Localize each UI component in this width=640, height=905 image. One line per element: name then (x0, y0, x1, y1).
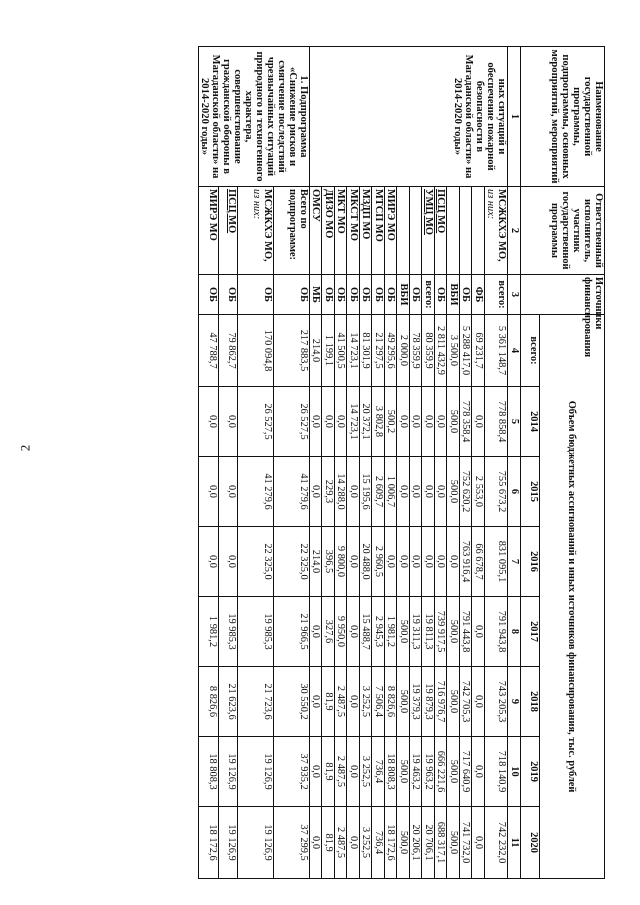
amount-cell: 26 527,5 (238, 387, 274, 457)
source-cell: ОБ (460, 275, 473, 315)
amount-cell: 0,0 (310, 667, 323, 737)
amount-cell: 742 705,3 (460, 667, 473, 737)
responsible-cell (472, 187, 485, 275)
amount-cell: 0,0 (347, 667, 360, 737)
responsible-name: МТСП МО (373, 189, 384, 242)
responsible-cell (460, 187, 473, 275)
responsible-name: УМЦ МО (423, 189, 434, 236)
responsible-subnote: из них: (251, 189, 263, 220)
amount-cell: 19 311,3 (410, 597, 423, 667)
amount-cell: 80 359,9 (422, 315, 435, 387)
amount-cell: 500,0 (447, 737, 460, 807)
amount-cell: 37 935,2 (274, 737, 310, 807)
amount-cell: 0,0 (422, 527, 435, 597)
responsible-cell (274, 187, 310, 275)
column-index-4: 4 (508, 315, 521, 387)
amount-cell: 8 826,6 (199, 667, 219, 737)
amount-cell: 0,0 (199, 527, 219, 597)
responsible-cell (218, 187, 238, 275)
source-cell: всего: (422, 275, 435, 315)
amount-cell: 0,0 (410, 457, 423, 527)
amount-cell: 0,0 (347, 597, 360, 667)
header-year-2018: 2018 (521, 667, 540, 737)
source-cell: всего: (485, 275, 508, 315)
amount-cell: 741 732,0 (460, 807, 473, 879)
source-cell: ОБ (347, 275, 360, 315)
amount-cell: 0,0 (218, 387, 238, 457)
header-year-2014: 2014 (521, 387, 540, 457)
amount-cell: 0,0 (410, 527, 423, 597)
responsible-cell (385, 187, 398, 275)
amount-cell: 500,0 (447, 807, 460, 879)
source-cell: ОБ (238, 275, 274, 315)
source-cell: ОБ (360, 275, 373, 315)
amount-cell: 8 826,6 (385, 667, 398, 737)
source-cell: ВБИ (397, 275, 410, 315)
header-year-2020: 2020 (521, 807, 540, 879)
rotated-table-container (45, 46, 605, 878)
amount-cell: 81,9 (322, 667, 335, 737)
amount-cell: 0,0 (199, 457, 219, 527)
amount-cell: 19 379,3 (410, 667, 423, 737)
source-cell: ОБ (322, 275, 335, 315)
responsible-cell (485, 187, 508, 275)
column-index-2: 2 (508, 187, 521, 275)
amount-cell: 19 126,9 (238, 807, 274, 879)
amount-cell: 0,0 (472, 667, 485, 737)
responsible-name: МИРЭ МО (385, 189, 397, 241)
amount-cell: 743 205,3 (485, 667, 508, 737)
amount-cell: 0,0 (410, 387, 423, 457)
header-responsible: Ответственный исполнитель, участник государственной программы (521, 187, 605, 275)
responsible-cell (310, 187, 323, 275)
amount-cell: 1 199,1 (322, 315, 335, 387)
source-cell: ОБ (218, 275, 238, 315)
amount-cell: 500,0 (397, 807, 410, 879)
amount-cell: 327,6 (322, 597, 335, 667)
amount-cell: 5 288 417,0 (460, 315, 473, 387)
column-index-10: 10 (508, 737, 521, 807)
amount-cell: 37 299,5 (274, 807, 310, 879)
responsible-name: МСЖКХЭ МО, (496, 189, 507, 262)
amount-cell: 0,0 (422, 387, 435, 457)
amount-cell: 0,0 (310, 597, 323, 667)
responsible-name: ДИЗО МО (323, 189, 334, 239)
amount-cell: 2 487,5 (335, 667, 348, 737)
amount-cell: 18 808,3 (385, 737, 398, 807)
column-index-row (508, 47, 521, 879)
amount-cell: 752 620,2 (460, 457, 473, 527)
amount-cell: 742 232,0 (485, 807, 508, 879)
amount-cell: 0,0 (447, 527, 460, 597)
source-cell: ОБ (199, 275, 219, 315)
amount-cell: 170 094,8 (238, 315, 274, 387)
amount-cell: 22 325,0 (274, 527, 310, 597)
amount-cell: 81,9 (322, 807, 335, 879)
amount-cell: 18 808,3 (199, 737, 219, 807)
responsible-cell (422, 187, 435, 275)
amount-cell: 79 862,7 (218, 315, 238, 387)
amount-cell: 0,0 (397, 457, 410, 527)
table-body (199, 47, 508, 879)
amount-cell: 41 279,6 (238, 457, 274, 527)
column-index-1: 1 (508, 47, 521, 187)
amount-cell: 0,0 (347, 457, 360, 527)
amount-cell: 18 172,6 (385, 807, 398, 879)
amount-cell: 3 802,8 (372, 387, 385, 457)
amount-cell: 3 252,5 (360, 737, 373, 807)
amount-cell: 30 550,2 (274, 667, 310, 737)
responsible-name: ПСЦ МО (435, 189, 447, 234)
amount-cell: 778 358,4 (460, 387, 473, 457)
amount-cell: 500,0 (397, 597, 410, 667)
amount-cell: 0,0 (422, 457, 435, 527)
responsible-cell (238, 187, 274, 275)
amount-cell: 0,0 (435, 457, 448, 527)
amount-cell: 2 811 432,9 (435, 315, 448, 387)
header-year-2017: 2017 (521, 597, 540, 667)
amount-cell: 0,0 (335, 387, 348, 457)
amount-cell: 20 206,1 (410, 807, 423, 879)
amount-cell: 22 325,0 (238, 527, 274, 597)
header-total: всего: (521, 315, 540, 387)
amount-cell: 9 950,0 (335, 597, 348, 667)
amount-cell: 5 361 148,7 (485, 315, 508, 387)
amount-cell: 0,0 (218, 457, 238, 527)
amount-cell: 688 317,1 (435, 807, 448, 879)
amount-cell: 19 985,3 (238, 597, 274, 667)
amount-cell: 0,0 (435, 527, 448, 597)
source-cell: ОБ (410, 275, 423, 315)
source-cell: ОБ (435, 275, 448, 315)
amount-cell: 66 678,7 (472, 527, 485, 597)
amount-cell: 831 095,1 (485, 527, 508, 597)
amount-cell: 41 279,6 (274, 457, 310, 527)
header-year-2019: 2019 (521, 737, 540, 807)
source-cell: ОБ (335, 275, 348, 315)
responsible-cell (410, 187, 423, 275)
amount-cell: 736,4 (372, 737, 385, 807)
amount-cell: 500,0 (447, 457, 460, 527)
amount-cell: 0,0 (347, 807, 360, 879)
amount-cell: 500,0 (447, 597, 460, 667)
amount-cell: 19 985,3 (218, 597, 238, 667)
column-index-8: 8 (508, 597, 521, 667)
amount-cell: 1 981,2 (199, 597, 219, 667)
amount-cell: 500,0 (397, 737, 410, 807)
funding-table (198, 46, 605, 879)
responsible-name: Всего по подпрограмме: (287, 189, 309, 261)
responsible-cell (347, 187, 360, 275)
table-row (485, 47, 508, 879)
amount-cell: 81,9 (322, 737, 335, 807)
header-source: Источники финансирования (521, 275, 605, 315)
amount-cell: 0,0 (435, 387, 448, 457)
amount-cell: 49 295,6 (385, 315, 398, 387)
source-cell: ФБ (472, 275, 485, 315)
amount-cell: 19 811,3 (422, 597, 435, 667)
amount-cell: 778 858,4 (485, 387, 508, 457)
column-index-6: 6 (508, 457, 521, 527)
responsible-cell (335, 187, 348, 275)
responsible-name: МИРЭ МО (206, 189, 218, 241)
responsible-name: МСЖКХЭ МО, (262, 189, 274, 262)
amount-cell: 718 140,9 (485, 737, 508, 807)
amount-cell: 21 723,6 (238, 667, 274, 737)
amount-cell: 18 172,6 (199, 807, 219, 879)
amount-cell: 0,0 (199, 387, 219, 457)
source-cell: МБ (310, 275, 323, 315)
amount-cell: 500,0 (397, 667, 410, 737)
amount-cell: 0,0 (310, 457, 323, 527)
amount-cell: 0,0 (322, 387, 335, 457)
source-cell: ВБИ (447, 275, 460, 315)
amount-cell: 9 800,0 (335, 527, 348, 597)
amount-cell: 755 673,2 (485, 457, 508, 527)
responsible-name: МЗДП МО (360, 189, 372, 240)
amount-cell: 19 879,3 (422, 667, 435, 737)
amount-cell: 19 463,2 (410, 737, 423, 807)
responsible-name: МКСТ МО (348, 189, 359, 242)
amount-cell: 0,0 (385, 527, 398, 597)
header-year-2016: 2016 (521, 527, 540, 597)
amount-cell: 2 487,5 (335, 737, 348, 807)
amount-cell: 739 917,5 (435, 597, 448, 667)
amount-cell: 1 006,7 (385, 457, 398, 527)
amount-cell: 666 221,6 (435, 737, 448, 807)
amount-cell: 214,0 (310, 527, 323, 597)
amount-cell: 0,0 (218, 527, 238, 597)
amount-cell: 20 488,0 (360, 527, 373, 597)
amount-cell: 716 976,7 (435, 667, 448, 737)
amount-cell: 0,0 (472, 387, 485, 457)
amount-cell: 21 297,5 (372, 315, 385, 387)
amount-cell: 1 981,2 (385, 597, 398, 667)
responsible-cell (435, 187, 448, 275)
responsible-cell (447, 187, 460, 275)
amount-cell: 69 231,7 (472, 315, 485, 387)
amount-cell: 0,0 (347, 527, 360, 597)
source-cell: ОБ (274, 275, 310, 315)
amount-cell: 20 706,1 (422, 807, 435, 879)
column-index-3: 3 (508, 275, 521, 315)
amount-cell: 0,0 (472, 597, 485, 667)
responsible-cell (372, 187, 385, 275)
amount-cell: 19 126,9 (218, 807, 238, 879)
page-number: 2 (17, 444, 33, 452)
responsible-cell (360, 187, 373, 275)
responsible-subnote: из них: (485, 189, 496, 220)
subprogram-name-cell: 1. Подпрограмма «Снижение рисков и смягчение последствий чрезвычайных ситуаций природного и техногенного характера, совершенствование гражданской обороны в Магаданской области» на 2014-2020 годы» (199, 47, 310, 187)
responsible-name: МКТ МО (335, 189, 347, 234)
column-index-7: 7 (508, 527, 521, 597)
responsible-cell (397, 187, 410, 275)
program-name-cell: ных ситуаций и обеспечение пожарной безопасности в Магаданской области» на 2014-2020 годы» (310, 47, 508, 187)
amount-cell: 47 788,7 (199, 315, 219, 387)
amount-cell: 19 126,9 (218, 737, 238, 807)
column-index-11: 11 (508, 807, 521, 879)
amount-cell: 229,3 (322, 457, 335, 527)
responsible-cell (322, 187, 335, 275)
amount-cell: 500,2 (385, 387, 398, 457)
amount-cell: 81 301,9 (360, 315, 373, 387)
amount-cell: 500,0 (447, 667, 460, 737)
amount-cell: 0,0 (310, 387, 323, 457)
amount-cell: 0,0 (472, 737, 485, 807)
amount-cell: 14 723,1 (347, 315, 360, 387)
amount-cell: 15 195,6 (360, 457, 373, 527)
table-row (274, 47, 310, 879)
amount-cell: 2 945,3 (372, 597, 385, 667)
amount-cell: 2 000,0 (397, 315, 410, 387)
amount-cell: 19 126,9 (238, 737, 274, 807)
amount-cell: 0,0 (397, 387, 410, 457)
amount-cell: 2 487,5 (335, 807, 348, 879)
amount-cell: 763 916,4 (460, 527, 473, 597)
amount-cell: 396,5 (322, 527, 335, 597)
amount-cell: 14 288,0 (335, 457, 348, 527)
amount-cell: 19 963,2 (422, 737, 435, 807)
amount-cell: 2 609,7 (372, 457, 385, 527)
amount-cell: 26 527,5 (274, 387, 310, 457)
amount-cell: 2 960,5 (372, 527, 385, 597)
amount-cell: 21 623,6 (218, 667, 238, 737)
amount-cell: 78 359,9 (410, 315, 423, 387)
amount-cell: 3 252,5 (360, 667, 373, 737)
amount-cell: 791 943,8 (485, 597, 508, 667)
header-funding: Объем бюджетных ассигнований и иных источников финансирования, тыс. рублей (540, 315, 605, 879)
amount-cell: 7 506,4 (372, 667, 385, 737)
amount-cell: 500,0 (447, 387, 460, 457)
amount-cell: 20 372,1 (360, 387, 373, 457)
amount-cell: 15 488,7 (360, 597, 373, 667)
amount-cell: 2 553,0 (472, 457, 485, 527)
amount-cell: 0,0 (472, 807, 485, 879)
amount-cell: 717 640,9 (460, 737, 473, 807)
amount-cell: 41 500,5 (335, 315, 348, 387)
amount-cell: 21 966,5 (274, 597, 310, 667)
source-cell: ОБ (385, 275, 398, 315)
responsible-cell (199, 187, 219, 275)
responsible-name: ОМСУ (310, 189, 322, 222)
amount-cell: 3 500,0 (447, 315, 460, 387)
amount-cell: 3 252,5 (360, 807, 373, 879)
header-year-2015: 2015 (521, 457, 540, 527)
header-name: Наименование государственной программы, подпрограммы, основных мероприятий, мероприятий (521, 47, 605, 187)
amount-cell: 791 443,8 (460, 597, 473, 667)
amount-cell: 14 723,1 (347, 387, 360, 457)
amount-cell: 0,0 (310, 807, 323, 879)
source-cell: ОБ (372, 275, 385, 315)
column-index-5: 5 (508, 387, 521, 457)
column-index-9: 9 (508, 667, 521, 737)
amount-cell: 214,0 (310, 315, 323, 387)
amount-cell: 0,0 (397, 527, 410, 597)
amount-cell: 0,0 (310, 737, 323, 807)
responsible-name: ПСЦ МО (226, 189, 238, 234)
amount-cell: 736,4 (372, 807, 385, 879)
amount-cell: 0,0 (347, 737, 360, 807)
amount-cell: 217 883,5 (274, 315, 310, 387)
